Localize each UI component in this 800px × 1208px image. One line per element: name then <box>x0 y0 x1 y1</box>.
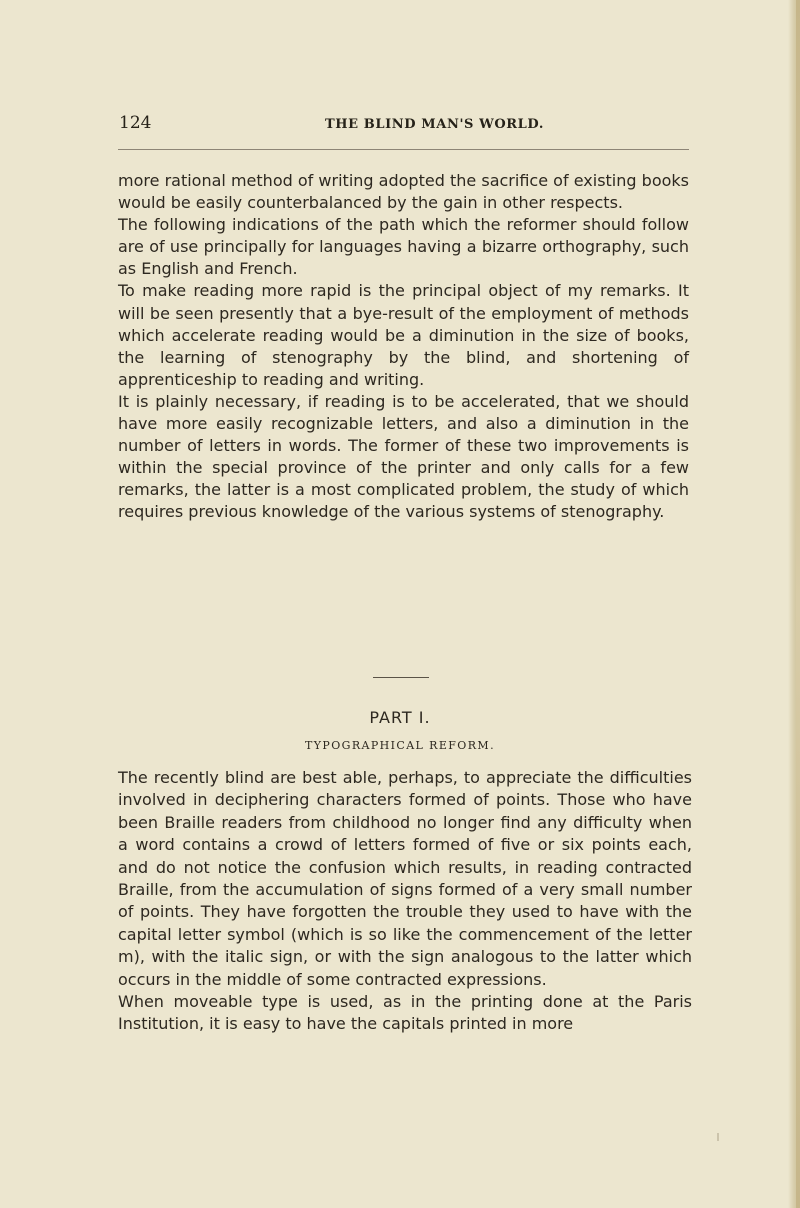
header-rule <box>118 149 689 150</box>
part-heading: PART I. <box>369 708 431 727</box>
paragraph: The recently blind are best able, perhaps, to appreciate the difficulties involved in deciphering characters formed of points. Those who have been Braille readers from childhood no longer find any difficulty when a word contains a crowd of letters formed of five or six points each, and do not notice the confusion which results, in reading contracted Braille, from the accumulation of signs formed of a very small number of points. They have forgotten the trouble they used to have with the capital letter symbol (which is so like the commencement of the letter m), with the italic sign, or with the sign analogous to the latter which occurs in the middle of some contracted expressions. <box>118 768 692 989</box>
running-title: THE BLIND MAN'S WORLD. <box>325 117 544 132</box>
section-heading: TYPOGRAPHICAL REFORM. <box>305 739 495 752</box>
part-body-text <box>118 767 692 1036</box>
paragraph: It is plainly necessary, if reading is to be accelerated, that we should have more easily recognizable letters, and also a diminution in the number of letters in words. The former of these two improvements is within the special province of the printer and only calls for a few remarks, the latter is a most complicated problem, the study of which requires previous knowledge of the various systems of stenography. <box>118 391 689 522</box>
page-number: 124 <box>119 113 152 133</box>
paragraph: more rational method of writing adopted the sacrifice of existing books would be easily counterbalanced by the gain in other respects. <box>118 171 689 213</box>
paragraph: To make reading more rapid is the principal object of my remarks. It will be seen presently that a bye-result of the employment of methods which accelerate reading would be a diminution in the size of books, the learning of stenography by the blind, and shortening of apprenticeship to reading and writing. <box>118 281 689 389</box>
paragraph: The following indications of the path which the reformer should follow are of use principally for languages having a bizarre orthography, such as English and French. <box>118 215 689 279</box>
page-edge-band <box>796 0 800 1208</box>
paragraph: When moveable type is used, as in the printing done at the Paris Institution, it is easy to have the capitals printed in more <box>118 992 692 1034</box>
section-divider <box>373 677 429 678</box>
running-head <box>119 113 689 143</box>
body-text <box>118 170 689 524</box>
paper-speck <box>717 1133 719 1141</box>
